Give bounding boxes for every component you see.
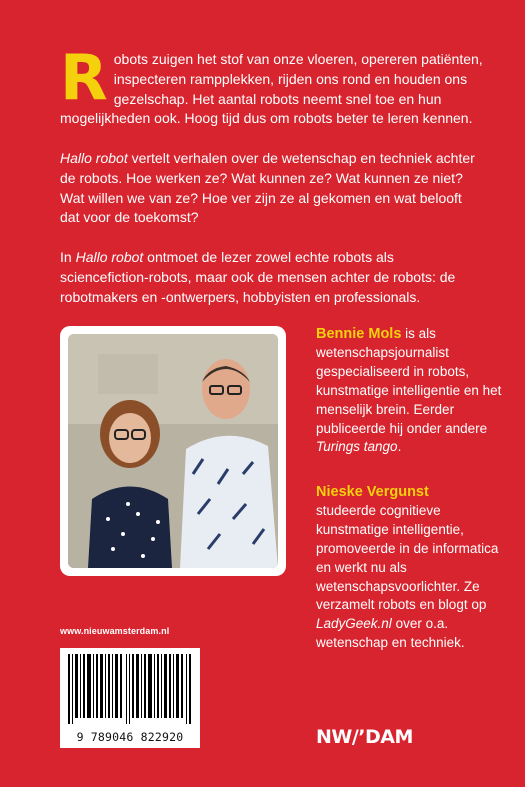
publisher-website: www.nieuwamsterdam.nl (60, 626, 170, 636)
blurb-paragraph-1 (60, 41, 485, 129)
blurb-text-3a: In (60, 248, 76, 265)
blurb-text-2: vertelt verhalen over de wetenschap en techniek achter de robots. Hoe werken ze? Wat kunnen ze? Wat kunnen ze niet? Wat willen we van ze? Hoe ver zijn ze al gekomen en wat belooft dat voor de toekomst? (60, 149, 475, 226)
drop-cap: R (60, 41, 108, 114)
book-title-italic: Hallo robot (60, 149, 128, 166)
blog-name-italic: LadyGeek.nl (316, 616, 392, 632)
author-bio-text: is als wetenschapsjournalist gespecialiseerd in robots, kunstmatige intelligentie en het menselijk brein. Eerder publiceerde hij onder andere (316, 326, 502, 436)
author-bio-bennie-mols (316, 325, 516, 457)
blurb-paragraph-3 (60, 248, 485, 307)
author-name: Bennie Mols (316, 326, 402, 342)
blurb-text-1: obots zuigen het stof van onze vloeren, opereren patiënten, inspecteren rampplekken, rijden ons rond en houden ons gezelschap. Het aantal robots neemt snel toe en hun mogelijkheden ook. Hoog tijd dus om robots beter te leren kennen. (60, 51, 483, 127)
isbn-barcode (60, 648, 200, 748)
author-bio-text: studeerde cognitieve kunstmatige intelligentie, promoveerde in de informatica en werkt nu als wetenschapsvoorlichter. Ze verzamelt robots en blogt op (316, 502, 499, 613)
author-photo-frame (60, 326, 286, 576)
author-name: Nieske Vergunst (316, 484, 429, 500)
book-title-italic: Hallo robot (75, 248, 144, 265)
author-bio-nieske-vergunst (316, 483, 516, 653)
back-cover-blurb (60, 41, 485, 327)
blurb-text-3b: ontmoet de lezer zowel echte robots als sciencefiction-robots, maar ook de mensen achter de robots: de robotmakers en -ontwerpers, hobbyisten en professionals. (60, 248, 456, 305)
blurb-paragraph-2 (60, 149, 485, 228)
author-bio-text-end: over o.a. wetenschap en techniek. (316, 616, 465, 651)
barcode-bars (68, 654, 192, 724)
isbn-number: 9 789046 822920 (76, 730, 184, 744)
author-photo (68, 334, 278, 568)
book-title-italic: Turings tango (316, 439, 398, 455)
author-bio-text-end: . (397, 439, 402, 455)
publisher-logo: NW/’DAM (316, 726, 413, 748)
